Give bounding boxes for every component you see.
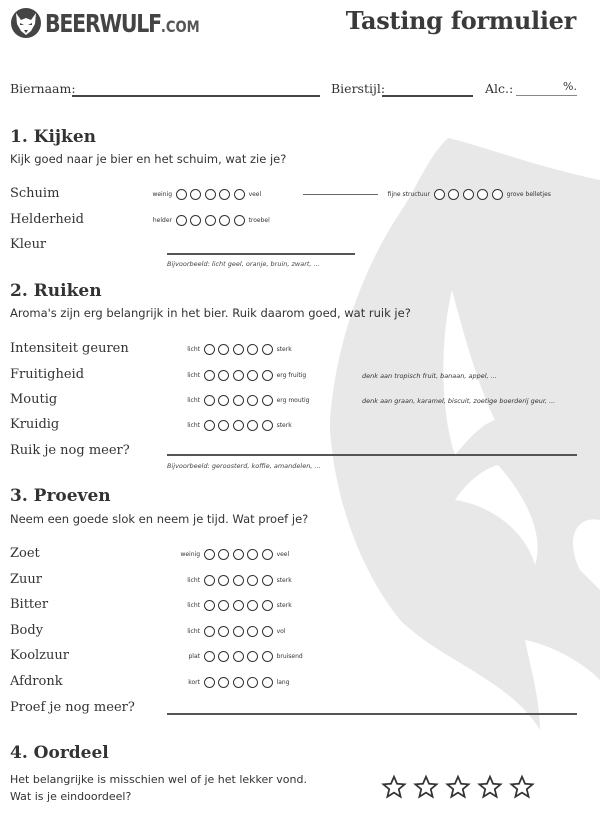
verdict-line-1: Het belangrijke is misschien wel of je het lekker vond. bbox=[10, 773, 307, 786]
rating-circle-4[interactable] bbox=[247, 549, 258, 560]
rating-circle-4[interactable] bbox=[219, 189, 230, 200]
scale-low-label: kort bbox=[188, 679, 200, 686]
beer-name-label: Biernaam: bbox=[10, 81, 76, 96]
scale-divider bbox=[303, 194, 378, 195]
rating-circle-5[interactable] bbox=[262, 395, 273, 406]
beer-style-field[interactable] bbox=[382, 95, 473, 97]
verdict-line-2: Wat is je eindoordeel? bbox=[10, 790, 132, 803]
rating-circle-4[interactable] bbox=[247, 370, 258, 381]
rating-circle-4[interactable] bbox=[247, 575, 258, 586]
moutig-note: denk aan graan, karamel, biscuit, zoetige boerderij geur, ... bbox=[362, 397, 556, 405]
rating-circle-5[interactable] bbox=[262, 651, 273, 662]
star-rating bbox=[381, 774, 541, 800]
rating-circle-3[interactable] bbox=[233, 575, 244, 586]
rating-circle-2[interactable] bbox=[218, 651, 229, 662]
color-input-line[interactable] bbox=[167, 253, 355, 255]
scale-body bbox=[164, 626, 285, 637]
star-outline-icon[interactable] bbox=[413, 774, 439, 800]
row-label-koolzuur: Koolzuur bbox=[10, 648, 69, 663]
rating-circle-2[interactable] bbox=[218, 395, 229, 406]
section-smell-title: 2. Ruiken bbox=[10, 281, 102, 301]
rating-circle-2[interactable] bbox=[218, 600, 229, 611]
row-label-bitter: Bitter bbox=[10, 597, 49, 612]
star-outline-icon[interactable] bbox=[477, 774, 503, 800]
scale-high-label: troebel bbox=[248, 217, 270, 224]
section-taste-title: 3. Proeven bbox=[10, 486, 111, 506]
scale-high-label: erg fruitig bbox=[276, 372, 307, 379]
rating-circle-4[interactable] bbox=[247, 626, 258, 637]
rating-circle-5[interactable] bbox=[234, 189, 245, 200]
rating-circle-5[interactable] bbox=[262, 344, 273, 355]
rating-circle-2[interactable] bbox=[218, 677, 229, 688]
rating-circle-3[interactable] bbox=[205, 189, 216, 200]
row-label-helderheid: Helderheid bbox=[10, 212, 84, 227]
scale-zoet bbox=[164, 549, 289, 560]
row-label-afdronk: Afdronk bbox=[10, 674, 63, 689]
section-taste-subtitle: Neem een goede slok en neem je tijd. Wat proef je? bbox=[10, 512, 309, 526]
rating-circle-1[interactable] bbox=[204, 395, 215, 406]
rating-circle-2[interactable] bbox=[218, 626, 229, 637]
star-outline-icon[interactable] bbox=[381, 774, 407, 800]
row-label-proef-meer: Proef je nog meer? bbox=[10, 700, 135, 715]
rating-circle-1[interactable] bbox=[204, 344, 215, 355]
scale-moutig bbox=[164, 395, 309, 406]
beer-style-label: Bierstijl: bbox=[331, 81, 386, 96]
scale-bitter bbox=[164, 600, 292, 611]
row-label-kleur: Kleur bbox=[10, 237, 47, 252]
brand-name bbox=[45, 9, 200, 38]
rating-circle-2[interactable] bbox=[218, 344, 229, 355]
scale-fruitigheid bbox=[164, 370, 306, 381]
star-outline-icon[interactable] bbox=[509, 774, 535, 800]
scale-low-label: licht bbox=[187, 346, 200, 353]
row-label-intensiteit: Intensiteit geuren bbox=[10, 341, 129, 356]
row-label-kruidig: Kruidig bbox=[10, 417, 60, 432]
wolf-head-icon bbox=[10, 6, 42, 40]
fruitigheid-note: denk aan tropisch fruit, banaan, appel, ... bbox=[362, 372, 497, 380]
scale-high-label: lang bbox=[276, 679, 290, 686]
rating-circle-3[interactable] bbox=[233, 395, 244, 406]
rating-circle-1[interactable] bbox=[204, 677, 215, 688]
scale-schuim-structure bbox=[378, 189, 551, 200]
rating-circle-4[interactable] bbox=[247, 600, 258, 611]
row-label-zoet: Zoet bbox=[10, 546, 40, 561]
scale-low-label: licht bbox=[187, 628, 200, 635]
rating-circle-3[interactable] bbox=[233, 344, 244, 355]
scale-low-label: plat bbox=[188, 653, 200, 660]
row-label-ruik-meer: Ruik je nog meer? bbox=[10, 443, 130, 458]
alcohol-label: Alc.: bbox=[485, 81, 514, 96]
section-look-subtitle: Kijk goed naar je bier en het schuim, wat zie je? bbox=[10, 152, 287, 166]
scale-high-label: veel bbox=[276, 551, 290, 558]
scale-high-label: bruisend bbox=[276, 653, 303, 660]
rating-circle-5[interactable] bbox=[262, 370, 273, 381]
rating-circle-1[interactable] bbox=[204, 600, 215, 611]
scale-high-label: sterk bbox=[276, 422, 292, 429]
rating-circle-4[interactable] bbox=[247, 651, 258, 662]
scale-low-label: licht bbox=[187, 397, 200, 404]
row-label-moutig: Moutig bbox=[10, 392, 58, 407]
rating-circle-1[interactable] bbox=[204, 370, 215, 381]
brand-suffix: .COM bbox=[160, 16, 200, 36]
rating-circle-2[interactable] bbox=[218, 370, 229, 381]
section-verdict-title: 4. Oordeel bbox=[10, 743, 109, 763]
scale-low-label: licht bbox=[187, 602, 200, 609]
rating-circle-3[interactable] bbox=[205, 215, 216, 226]
rating-circle-4[interactable] bbox=[477, 189, 488, 200]
scale-high-label: grove belletjes bbox=[506, 191, 551, 198]
rating-circle-2[interactable] bbox=[218, 549, 229, 560]
scale-high-label: sterk bbox=[276, 577, 292, 584]
rating-circle-1[interactable] bbox=[204, 575, 215, 586]
scale-high-label: sterk bbox=[276, 346, 292, 353]
rating-circle-5[interactable] bbox=[262, 626, 273, 637]
rating-circle-4[interactable] bbox=[247, 344, 258, 355]
alcohol-field[interactable] bbox=[516, 95, 577, 96]
rating-circle-5[interactable] bbox=[262, 420, 273, 431]
scale-low-label: licht bbox=[187, 422, 200, 429]
star-outline-icon[interactable] bbox=[445, 774, 471, 800]
rating-circle-1[interactable] bbox=[176, 215, 187, 226]
scale-schuim-amount bbox=[140, 189, 261, 200]
row-label-fruitigheid: Fruitigheid bbox=[10, 367, 85, 382]
scale-afdronk bbox=[164, 677, 290, 688]
scale-low-label: weinig bbox=[152, 191, 172, 198]
row-label-schuim: Schuim bbox=[10, 186, 60, 201]
scale-helderheid bbox=[140, 215, 270, 226]
rating-circle-5[interactable] bbox=[262, 575, 273, 586]
rating-circle-4[interactable] bbox=[219, 215, 230, 226]
scale-high-label: vol bbox=[276, 628, 286, 635]
scale-low-label: helder bbox=[152, 217, 172, 224]
rating-circle-1[interactable] bbox=[176, 189, 187, 200]
rating-circle-1[interactable] bbox=[204, 651, 215, 662]
rating-circle-5[interactable] bbox=[492, 189, 503, 200]
alcohol-unit: %. bbox=[563, 80, 577, 93]
rating-circle-3[interactable] bbox=[463, 189, 474, 200]
smell-more-input-line[interactable] bbox=[167, 454, 577, 456]
rating-circle-5[interactable] bbox=[262, 600, 273, 611]
brand-logo bbox=[10, 6, 234, 40]
rating-circle-4[interactable] bbox=[247, 420, 258, 431]
rating-circle-4[interactable] bbox=[247, 677, 258, 688]
rating-circle-2[interactable] bbox=[190, 189, 201, 200]
section-smell-subtitle: Aroma's zijn erg belangrijk in het bier. Ruik daarom goed, wat ruik je? bbox=[10, 306, 411, 320]
rating-circle-4[interactable] bbox=[247, 395, 258, 406]
row-label-body: Body bbox=[10, 623, 44, 638]
scale-high-label: veel bbox=[248, 191, 262, 198]
row-label-zuur: Zuur bbox=[10, 572, 42, 587]
rating-circle-1[interactable] bbox=[204, 420, 215, 431]
rating-circle-3[interactable] bbox=[233, 420, 244, 431]
beer-name-field[interactable] bbox=[72, 95, 320, 97]
taste-more-input-line[interactable] bbox=[167, 713, 577, 715]
scale-intensiteit bbox=[164, 344, 292, 355]
rating-circle-3[interactable] bbox=[233, 651, 244, 662]
brand-name-text: BEERWULF bbox=[45, 8, 161, 38]
color-hint: Bijvoorbeeld: licht geel, oranje, bruin, zwart, ... bbox=[167, 260, 320, 268]
rating-circle-1[interactable] bbox=[204, 549, 215, 560]
scale-low-label: licht bbox=[187, 372, 200, 379]
wolf-watermark-icon bbox=[330, 120, 600, 814]
scale-koolzuur bbox=[164, 651, 303, 662]
rating-circle-2[interactable] bbox=[218, 420, 229, 431]
rating-circle-1[interactable] bbox=[434, 189, 445, 200]
rating-circle-3[interactable] bbox=[233, 549, 244, 560]
scale-zuur bbox=[164, 575, 292, 586]
rating-circle-5[interactable] bbox=[262, 549, 273, 560]
rating-circle-3[interactable] bbox=[233, 600, 244, 611]
scale-low-label: weinig bbox=[180, 551, 200, 558]
rating-circle-3[interactable] bbox=[233, 370, 244, 381]
page-title: Tasting formulier bbox=[345, 6, 576, 35]
rating-circle-2[interactable] bbox=[218, 575, 229, 586]
scale-high-label: sterk bbox=[276, 602, 292, 609]
section-look-title: 1. Kijken bbox=[10, 127, 97, 147]
rating-circle-3[interactable] bbox=[233, 677, 244, 688]
rating-circle-1[interactable] bbox=[204, 626, 215, 637]
rating-circle-2[interactable] bbox=[448, 189, 459, 200]
rating-circle-5[interactable] bbox=[234, 215, 245, 226]
scale-kruidig bbox=[164, 420, 292, 431]
scale-low-label: licht bbox=[187, 577, 200, 584]
rating-circle-5[interactable] bbox=[262, 677, 273, 688]
rating-circle-3[interactable] bbox=[233, 626, 244, 637]
smell-more-hint: Bijvoorbeeld: geroosterd, koffie, amandelen, ... bbox=[167, 462, 321, 470]
scale-high-label: erg moutig bbox=[276, 397, 310, 404]
scale-low-label: fijne structuur bbox=[387, 191, 430, 198]
rating-circle-2[interactable] bbox=[190, 215, 201, 226]
